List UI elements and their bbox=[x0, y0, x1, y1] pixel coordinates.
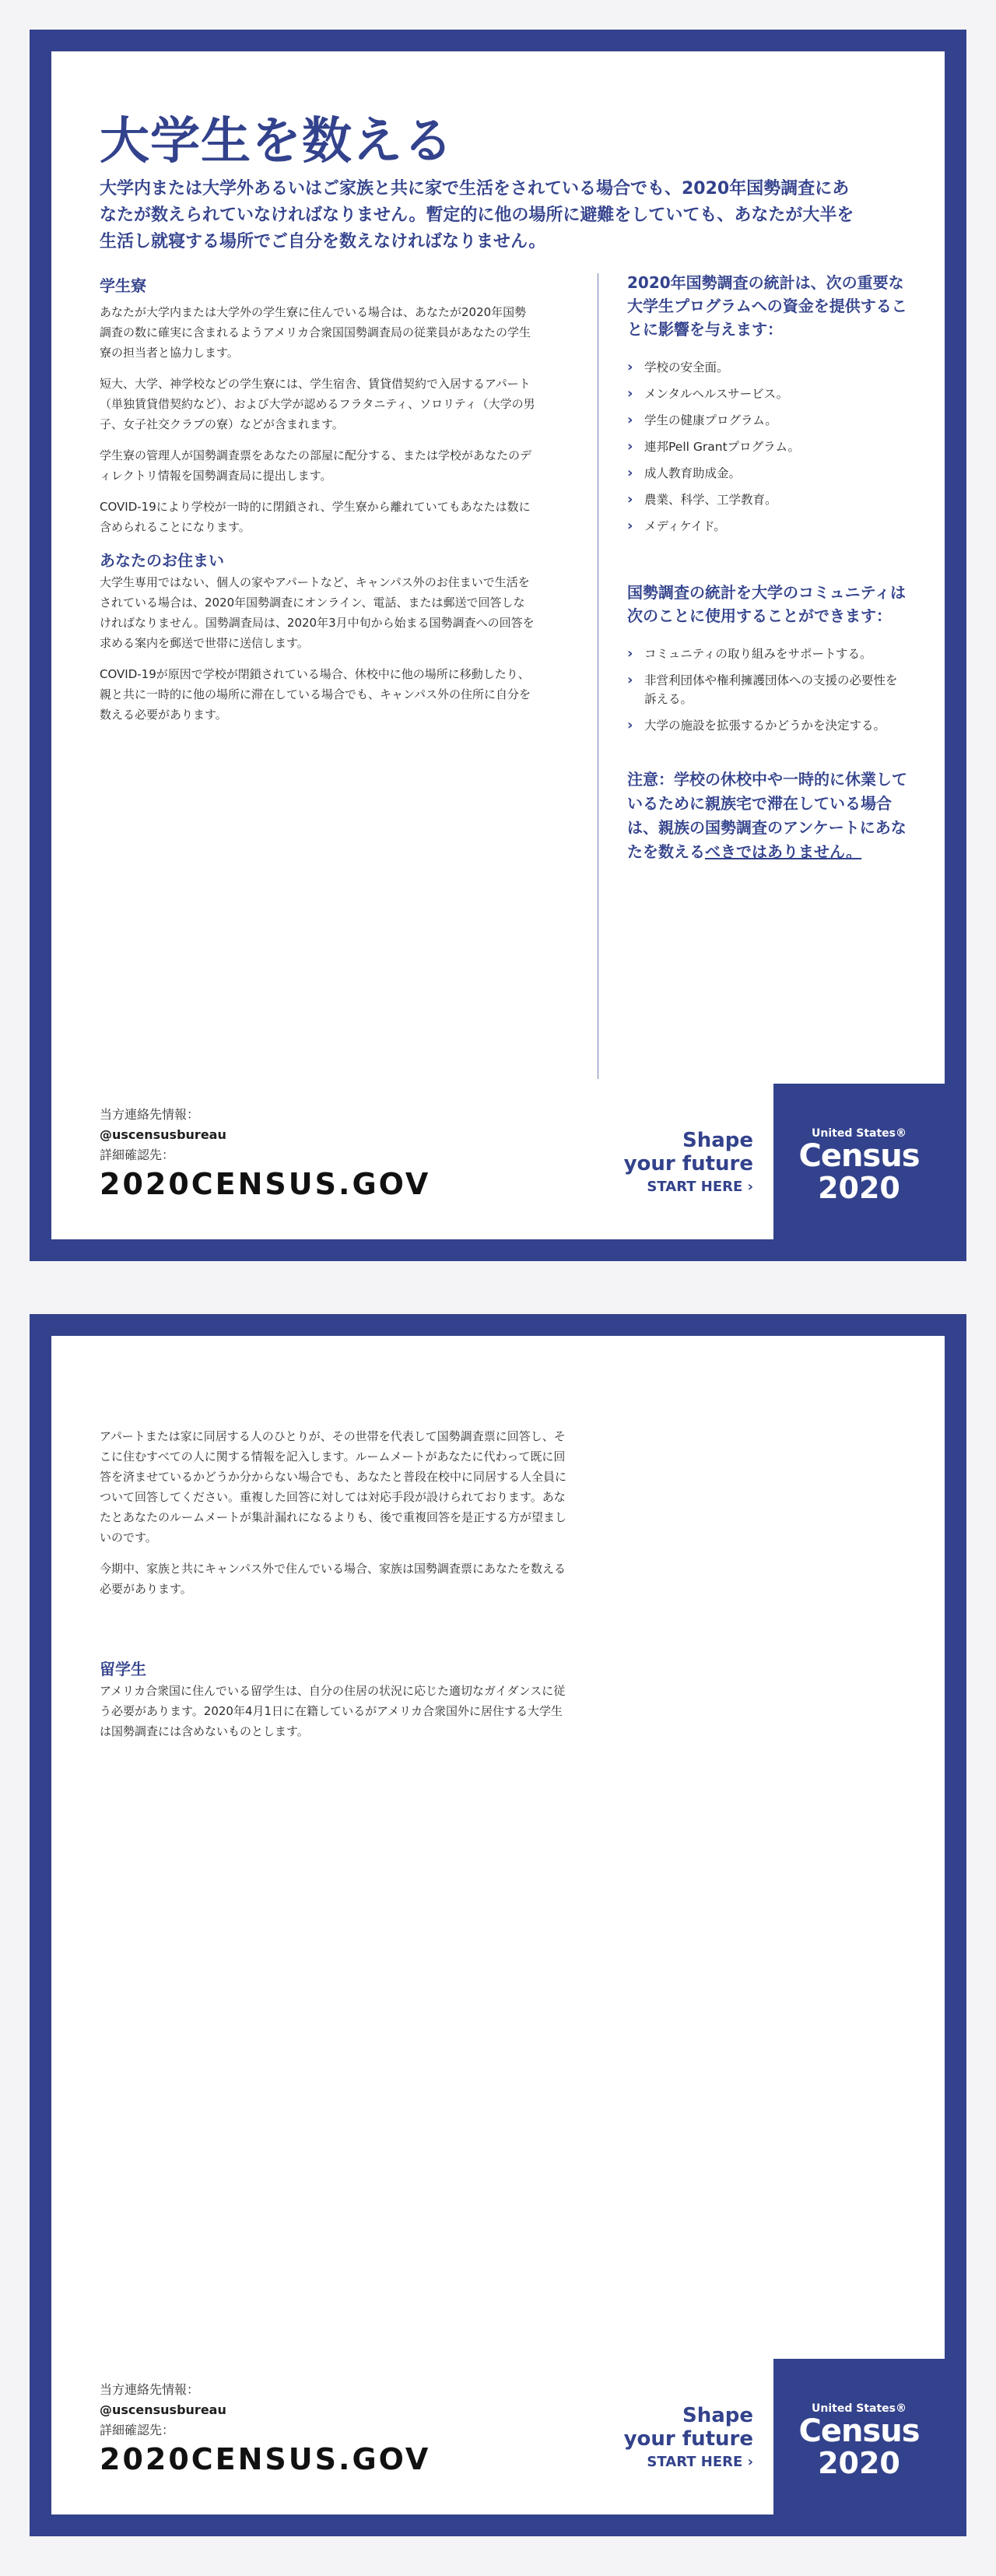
shape-your-future bbox=[624, 2404, 753, 2474]
details-label: 詳細確認先： bbox=[100, 2423, 175, 2437]
census-2020-logo bbox=[773, 2359, 945, 2514]
list-item-text: 大学の施設を拡張するかどうかを決定する。 bbox=[644, 719, 886, 733]
chevron-right-icon: › bbox=[627, 385, 633, 402]
uses-list bbox=[627, 645, 907, 735]
social-handle[interactable]: @uscensusbureau bbox=[100, 1127, 226, 1142]
note-underlined: べきではありません。 bbox=[705, 842, 862, 861]
list-item bbox=[627, 490, 907, 509]
note-text bbox=[627, 768, 907, 864]
dorm-heading: 学生寮 bbox=[100, 276, 146, 295]
shape-your-future bbox=[624, 1129, 753, 1199]
list-item bbox=[627, 464, 907, 483]
contact-label: 当方連絡先情報： bbox=[100, 2382, 200, 2397]
footer-contact bbox=[100, 2381, 430, 2479]
list-item-text: 農業、科学、工学教育。 bbox=[644, 493, 777, 507]
home-heading: あなたのお住まい bbox=[100, 551, 224, 570]
list-item bbox=[627, 438, 907, 456]
logo-census: Census bbox=[798, 2413, 920, 2449]
list-item bbox=[627, 716, 907, 735]
list-item-text: メディケイド。 bbox=[644, 519, 726, 533]
details-label: 詳細確認先： bbox=[100, 1147, 175, 1162]
programs-list bbox=[627, 358, 907, 536]
page-2-content bbox=[51, 1336, 945, 2514]
uses-heading: 国勢調査の統計を大学のコミュニティは次のことに使用することができます： bbox=[627, 583, 906, 625]
list-item bbox=[627, 517, 907, 536]
list-item-text: 学生の健康プログラム。 bbox=[644, 413, 777, 427]
right-column bbox=[627, 271, 907, 864]
funding-heading: 2020年国勢調査の統計は、次の重要な大学生プログラムへの資金を提供することに影響を与えます： bbox=[627, 273, 907, 339]
note-main: 注意：学校の休校中や一時的に休業しているために親族宅で滞在している場合は、親族の国勢調査のアンケートにあなたを数える bbox=[627, 770, 907, 861]
shape-line-1: Shape bbox=[682, 2404, 753, 2427]
list-item bbox=[627, 645, 907, 663]
family-paragraph: 今期中、家族と共にキャンパス外で住んでいる場合、家族は国勢調査票にあなたを数える必要があります。 bbox=[100, 1562, 566, 1596]
chevron-right-icon: › bbox=[627, 645, 633, 662]
dorm-paragraph: 学生寮の管理人が国勢調査票をあなたの部屋に配分する、または学校があなたのディレクトリ情報を国勢調査局に提出します。 bbox=[100, 448, 532, 483]
dorm-paragraph: COVID-19により学校が一時的に閉鎖され、学生寮から離れていてもあなたは数に含められることになります。 bbox=[100, 500, 531, 534]
flyer-page-1 bbox=[30, 30, 966, 1261]
chevron-right-icon: › bbox=[627, 491, 633, 508]
logo-united-states: United States® bbox=[812, 2402, 907, 2415]
left-column bbox=[100, 273, 535, 736]
chevron-right-icon: › bbox=[627, 465, 633, 481]
page-title: 大学生を数える bbox=[100, 113, 454, 170]
list-item bbox=[627, 385, 907, 403]
intro-text: 大学内または大学外あるいはご家族と共に家で生活をされている場合でも、2020年国勢調査にあなたが数えられていなければなりません。暫定的に他の場所に避難をしていても、あなたが大半を生活し就寝する場所でご自分を数えなければなりません。 bbox=[100, 179, 854, 251]
start-here-link[interactable]: START HERE › bbox=[647, 1179, 753, 1195]
list-item-text: コミュニティの取り組みをサポートする。 bbox=[644, 647, 872, 661]
list-item bbox=[627, 671, 907, 708]
logo-united-states: United States® bbox=[812, 1127, 907, 1140]
census-2020-logo bbox=[773, 1084, 945, 1239]
list-item-text: 成人教育助成金。 bbox=[644, 466, 742, 480]
intl-paragraph: アメリカ合衆国に住んでいる留学生は、自分の住居の状況に応じた適切なガイダンスに従う必要があります。2020年4月1日に在籍しているがアメリカ合衆国外に居住する大学生は国勢調査には含めないものとします。 bbox=[100, 1684, 566, 1738]
website-link[interactable]: 2020CENSUS.GOV bbox=[100, 1167, 431, 1201]
website-link[interactable]: 2020CENSUS.GOV bbox=[100, 2442, 431, 2476]
chevron-right-icon: › bbox=[627, 359, 633, 375]
chevron-right-icon: › bbox=[627, 672, 633, 688]
roommate-paragraph: アパートまたは家に同居する人のひとりが、その世帯を代表して国勢調査票に回答し、そこに住むすべての人に関する情報を記入します。ルームメートがあなたに代わって既に回答を済ませているかどうか分からない場合でも、あなたと普段在校中に同居する人全員について回答してください。重複した回答に対しては対応手段が設けられております。あなたとあなたのルームメートが集計漏れになるよりも、後で重複回答を是正する方が望ましいのです。 bbox=[100, 1429, 567, 1545]
logo-year: 2020 bbox=[818, 2446, 900, 2480]
list-item-text: 学校の安全面。 bbox=[644, 360, 729, 374]
dorm-paragraph: 短大、大学、神学校などの学生寮には、学生宿舎、賃貸借契約で入居するアパート（単独賃貸借契約など）、および大学が認めるフラタニティ、ソロリティ（大学の男子、女子社交クラブの寮）などが含まれます。 bbox=[100, 377, 535, 431]
chevron-right-icon: › bbox=[627, 518, 633, 534]
list-item bbox=[627, 411, 907, 430]
social-handle[interactable]: @uscensusbureau bbox=[100, 2402, 226, 2417]
logo-census: Census bbox=[798, 1138, 920, 1174]
chevron-right-icon: › bbox=[627, 717, 633, 733]
home-paragraph: COVID-19が原因で学校が閉鎖されている場合、休校中に他の場所に移動したり、親と共に一時的に他の場所に滞在している場合でも、キャンパス外の住所に自分を数える必要があります。 bbox=[100, 667, 531, 722]
start-here-link[interactable]: START HERE › bbox=[647, 2454, 753, 2470]
list-item-text: 非営利団体や権利擁護団体への支援の必要性を訴える。 bbox=[644, 673, 898, 706]
page-1-content bbox=[51, 51, 945, 1239]
shape-line-2: your future bbox=[623, 1152, 753, 1176]
contact-label: 当方連絡先情報： bbox=[100, 1107, 200, 1122]
intl-heading: 留学生 bbox=[100, 1660, 146, 1678]
list-item-text: メンタルヘルスサービス。 bbox=[644, 387, 789, 401]
flyer-page-2 bbox=[30, 1314, 966, 2536]
logo-year: 2020 bbox=[818, 1171, 900, 1205]
list-item bbox=[627, 358, 907, 377]
chevron-right-icon: › bbox=[627, 438, 633, 455]
footer-contact bbox=[100, 1105, 430, 1204]
shape-line-1: Shape bbox=[682, 1129, 753, 1152]
chevron-right-icon: › bbox=[627, 412, 633, 428]
home-paragraph: 大学生専用ではない、個人の家やアパートなど、キャンパス外のお住まいで生活をされている場合は、2020年国勢調査にオンライン、電話、または郵送で回答しなければなりません。国勢調査局は、2020年3月中旬から始まる国勢調査への回答を求める案内を郵送で世帯に送信します。 bbox=[100, 575, 535, 650]
shape-line-2: your future bbox=[623, 2427, 753, 2451]
page-2-column bbox=[100, 1426, 566, 1752]
list-item-text: 連邦Pell Grantプログラム。 bbox=[644, 440, 800, 454]
dorm-paragraph: あなたが大学内または大学外の学生寮に住んでいる場合は、あなたが2020年国勢調査の数に確実に含まれるようアメリカ合衆国国勢調査局の従業員があなたの学生寮の担当者と協力します。 bbox=[100, 305, 531, 360]
